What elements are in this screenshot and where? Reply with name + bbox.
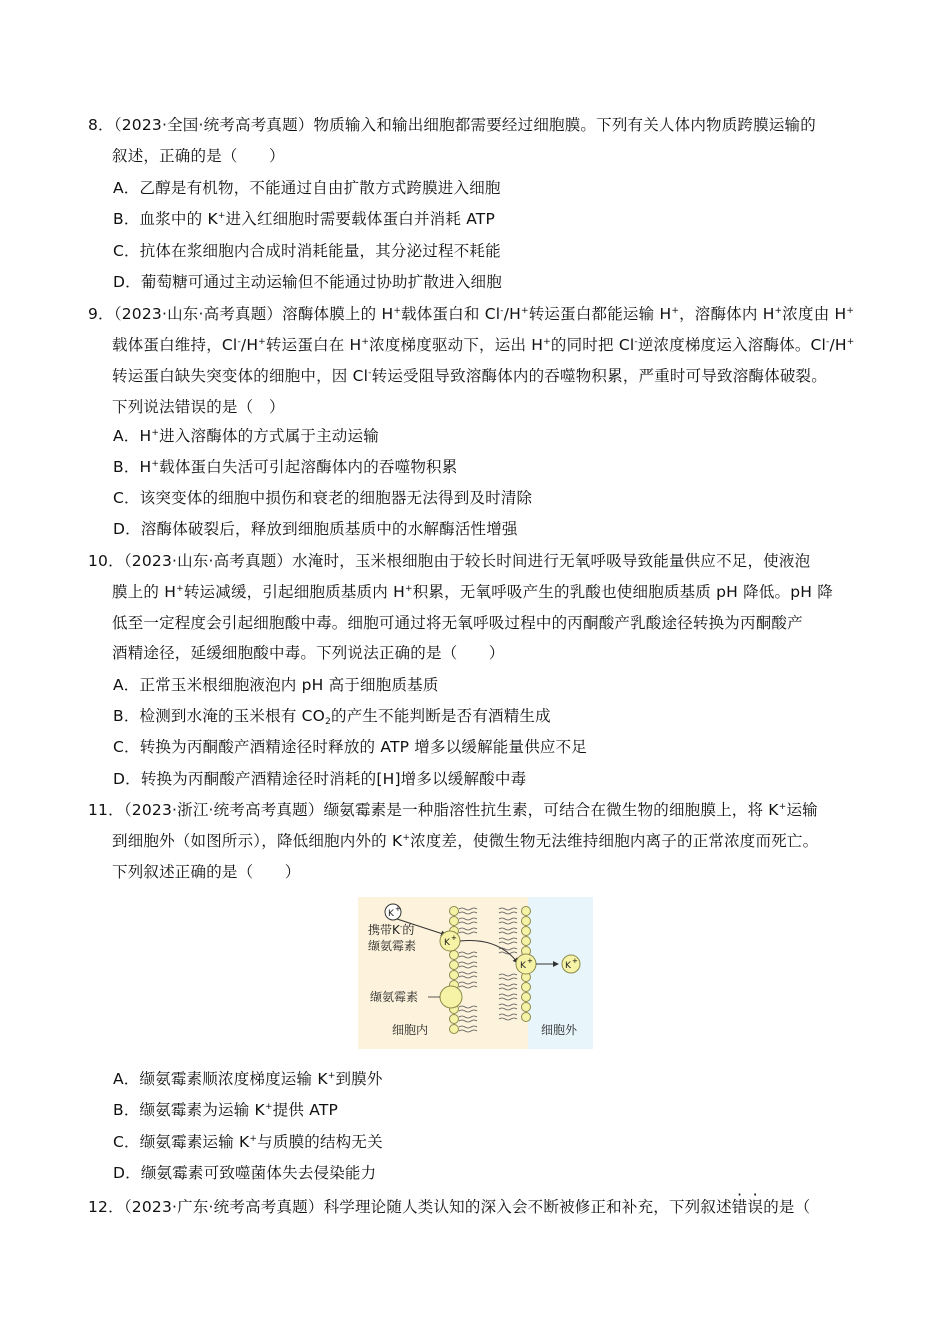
q11-option-c: C．缬氨霉素运输 K+与质膜的结构无关: [113, 1133, 383, 1151]
svg-text:K: K: [444, 938, 450, 948]
q11-option-a: A．缬氨霉素顺浓度梯度运输 K+到膜外: [113, 1070, 383, 1088]
q8-option-b: B．血浆中的 K+进入红细胞时需要载体蛋白并消耗 ATP: [113, 210, 496, 228]
svg-text:K: K: [565, 961, 571, 971]
q12-number: 12．: [88, 1198, 124, 1216]
valinomycin-free: [440, 986, 462, 1008]
q8-number: 8．: [88, 116, 114, 134]
q10-option-a: A．正常玉米根细胞液泡内 pH 高于细胞质基质: [113, 676, 439, 694]
q10-option-b: B．检测到水淹的玉米根有 $CO_2$的产生不能判断是否有酒精生成: [113, 707, 551, 727]
q9-option-a: A．H+进入溶酶体的方式属于主动运输: [113, 427, 379, 445]
q8-line2: 叙述，正确的是（ ）: [112, 147, 285, 165]
valinomycin-carrier-outer: [516, 954, 536, 974]
q11-number: 11．: [88, 801, 124, 819]
label-valinomycin: 缬氨霉素: [370, 990, 419, 1004]
q9-line4: 下列说法错误的是（ ）: [112, 398, 285, 416]
q10-line3: 低至一定程度会引起细胞酸中毒。细胞可通过将无氧呼吸过程中的丙酮酸产乳酸途径转换为丙酮酸产: [112, 614, 803, 632]
q10-number: 10．: [88, 552, 124, 570]
q9-option-d: D．溶酶体破裂后，释放到细胞质基质中的水解酶活性增强: [113, 520, 518, 538]
q9-option-c: C．该突变体的细胞中损伤和衰老的细胞器无法得到及时清除: [113, 489, 533, 507]
label-cell-outside: 细胞外: [541, 1023, 578, 1037]
q11-line2: 到细胞外（如图所示），降低细胞内外的 K+浓度差，使微生物无法维持细胞内离子的正常浓度而死亡。: [112, 832, 819, 850]
q9-option-b: B．H+载体蛋白失活可引起溶酶体内的吞噬物积累: [113, 458, 458, 476]
q12-line1: 12．（2023·广东·统考高考真题）科学理论随人类认知的深入会不断被修正和补充，下列叙述错误的是（: [88, 1198, 811, 1216]
svg-text:缬氨霉素: 缬氨霉素: [368, 939, 417, 953]
q8-option-c: C．抗体在浆细胞内合成时消耗能量，其分泌过程不耗能: [113, 242, 501, 260]
svg-text:携带K-的: 携带K-的: [368, 923, 415, 937]
svg-text:+: +: [572, 957, 578, 965]
q8-option-d: D．葡萄糖可通过主动运输但不能通过协助扩散进入细胞: [113, 273, 502, 291]
q10-line1: 10．（2023·山东·高考真题）水淹时，玉米根细胞由于较长时间进行无氧呼吸导致能量供应不足，使液泡: [88, 552, 811, 570]
svg-text:K: K: [388, 909, 394, 919]
q11-line3: 下列叙述正确的是（ ）: [112, 863, 301, 881]
cell-inside-region: [358, 897, 528, 1049]
k-ion-top: [385, 904, 401, 920]
q9-line1: 9．（2023·山东·高考真题）溶酶体膜上的 H+载体蛋白和 Cl-/H+转运蛋白都能运输 H+，溶酶体内 H+浓度由 H+: [88, 305, 855, 323]
q10-option-d: D．转换为丙酮酸产酒精途径时消耗的[H]增多以缓解酸中毒: [113, 770, 527, 788]
svg-text:+: +: [451, 934, 457, 942]
q11-option-b: B．缬氨霉素为运输 K+提供 ATP: [113, 1101, 339, 1119]
q8-option-a: A．乙醇是有机物，不能通过自由扩散方式跨膜进入细胞: [113, 179, 501, 197]
q10-line2: 膜上的 H+转运减缓，引起细胞质基质内 H+积累，无氧呼吸产生的乳酸也使细胞质基质 pH 降低。pH 降: [112, 583, 833, 601]
valinomycin-diagram: [358, 897, 593, 1049]
q11-line1: 11．（2023·浙江·统考高考真题）缬氨霉素是一种脂溶性抗生素，可结合在微生物的细胞膜上，将 K+运输: [88, 801, 818, 819]
label-cell-inside: 细胞内: [392, 1023, 429, 1037]
q8-line1: 8．（2023·全国·统考高考真题）物质输入和输出细胞都需要经过细胞膜。下列有关人体内物质跨膜运输的: [88, 116, 816, 134]
svg-text:K: K: [520, 961, 526, 971]
svg-text:+: +: [395, 905, 401, 913]
emphasis-dot-char: 误: [747, 1198, 764, 1216]
q11-option-d: D．缬氨霉素可致噬菌体失去侵染能力: [113, 1164, 377, 1182]
svg-text:+: +: [527, 957, 533, 965]
q9-number: 9．: [88, 305, 114, 323]
q9-line2: 载体蛋白维持，Cl-/H+转运蛋白在 H+浓度梯度驱动下，运出 H+的同时把 Cl-逆浓度梯度运入溶酶体。Cl-/H+: [112, 336, 855, 354]
q9-line3: 转运蛋白缺失突变体的细胞中，因 Cl-转运受阻导致溶酶体内的吞噬物积累，严重时可导致溶酶体破裂。: [112, 367, 827, 385]
q10-line4: 酒精途径，延缓细胞酸中毒。下列说法正确的是（ ）: [112, 644, 505, 662]
membrane-figure-svg: [358, 897, 593, 1049]
q10-option-c: C．转换为丙酮酸产酒精途径时释放的 ATP 增多以缓解能量供应不足: [113, 738, 587, 756]
valinomycin-carrier-with-k: [440, 931, 460, 951]
emphasis-dot-char: 错: [731, 1198, 748, 1216]
k-ion-released: [562, 955, 580, 973]
